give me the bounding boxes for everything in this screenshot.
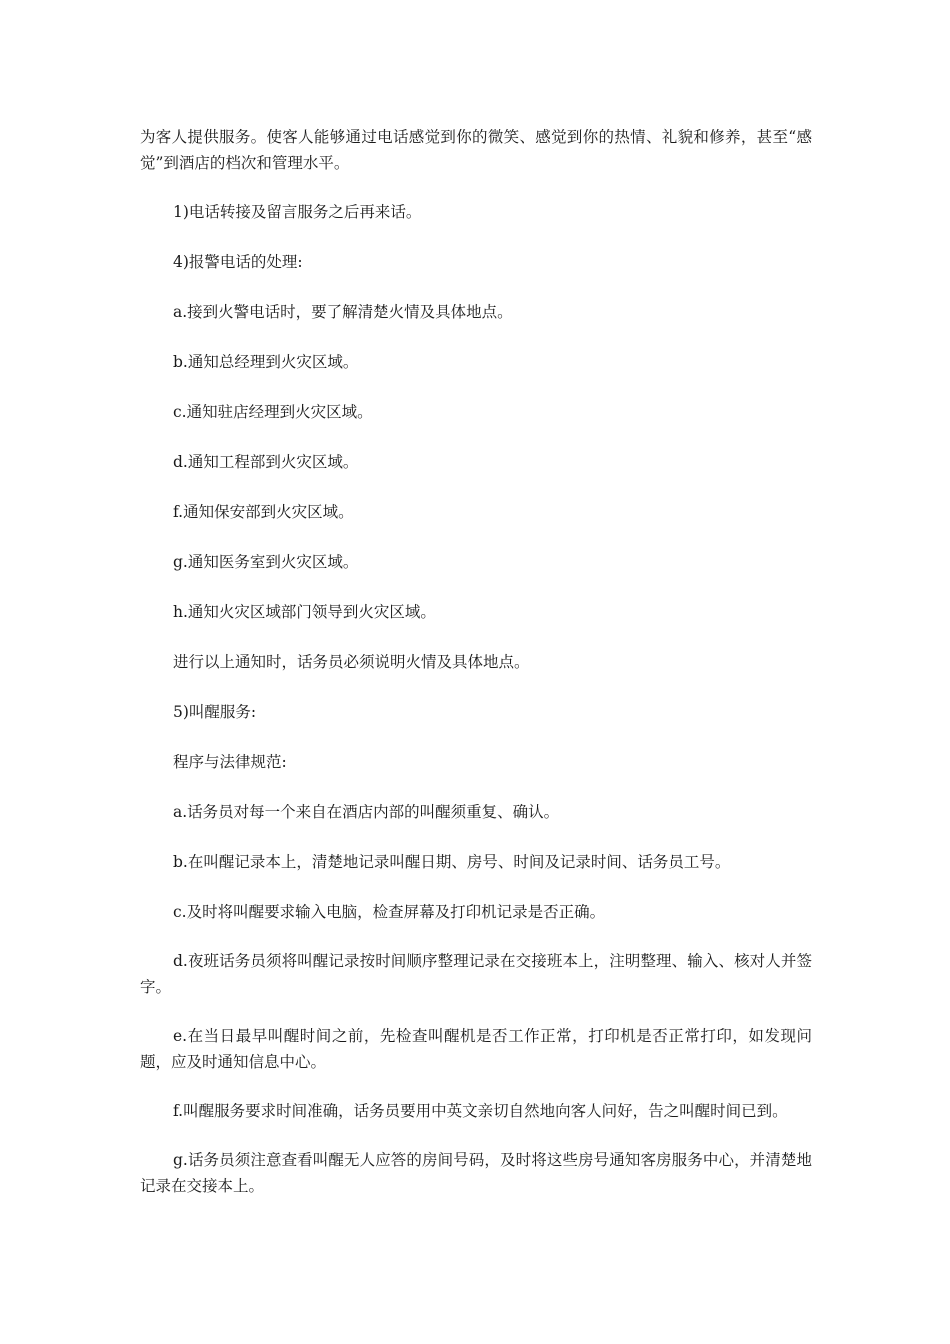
- section-heading-wakeup: 5)叫醒服务:: [173, 703, 257, 721]
- paragraph-intro: 为客人提供服务。使客人能够通过电话感觉到你的微笑、感觉到你的热情、礼貌和修养，甚至“感觉”到酒店的档次和管理水平。: [140, 128, 812, 172]
- list-item-alarm-c: c.通知驻店经理到火灾区域。: [173, 403, 373, 421]
- list-item-alarm-f: f.通知保安部到火灾区域。: [173, 503, 354, 521]
- list-item-wakeup-c: c.及时将叫醒要求输入电脑，检查屏幕及打印机记录是否正确。: [173, 903, 606, 921]
- list-item-wakeup-a: a.话务员对每一个来自在酒店内部的叫醒须重复、确认。: [173, 803, 560, 821]
- subheading-procedure: 程序与法律规范:: [173, 753, 287, 771]
- list-item-wakeup-d: d.夜班话务员须将叫醒记录按时间顺序整理记录在交接班本上，注明整理、输入、核对人并签字。: [140, 952, 812, 996]
- list-item-alarm-d: d.通知工程部到火灾区域。: [173, 453, 359, 471]
- list-item-wakeup-e: e.在当日最早叫醒时间之前，先检查叫醒机是否工作正常，打印机是否正常打印，如发现问题，应及时通知信息中心。: [140, 1027, 812, 1071]
- list-item-wakeup-f: f.叫醒服务要求时间准确，话务员要用中英文亲切自然地向客人问好，告之叫醒时间已到。: [173, 1102, 788, 1120]
- document-body: [140, 124, 812, 1199]
- section-heading-alarm: 4)报警电话的处理:: [173, 253, 303, 271]
- list-item-alarm-b: b.通知总经理到火灾区域。: [173, 353, 359, 371]
- list-item-wakeup-b: b.在叫醒记录本上，清楚地记录叫醒日期、房号、时间及记录时间、话务员工号。: [173, 853, 731, 871]
- list-item-alarm-a: a.接到火警电话时，要了解清楚火情及具体地点。: [173, 303, 513, 321]
- paragraph-item-1: 1)电话转接及留言服务之后再来话。: [173, 203, 422, 221]
- list-item-alarm-g: g.通知医务室到火灾区域。: [173, 553, 359, 571]
- paragraph-alarm-note: 进行以上通知时，话务员必须说明火情及具体地点。: [173, 653, 530, 671]
- list-item-wakeup-g: g.话务员须注意查看叫醒无人应答的房间号码，及时将这些房号通知客房服务中心，并清楚地记录在交接本上。: [140, 1151, 812, 1195]
- list-item-alarm-h: h.通知火灾区域部门领导到火灾区域。: [173, 603, 436, 621]
